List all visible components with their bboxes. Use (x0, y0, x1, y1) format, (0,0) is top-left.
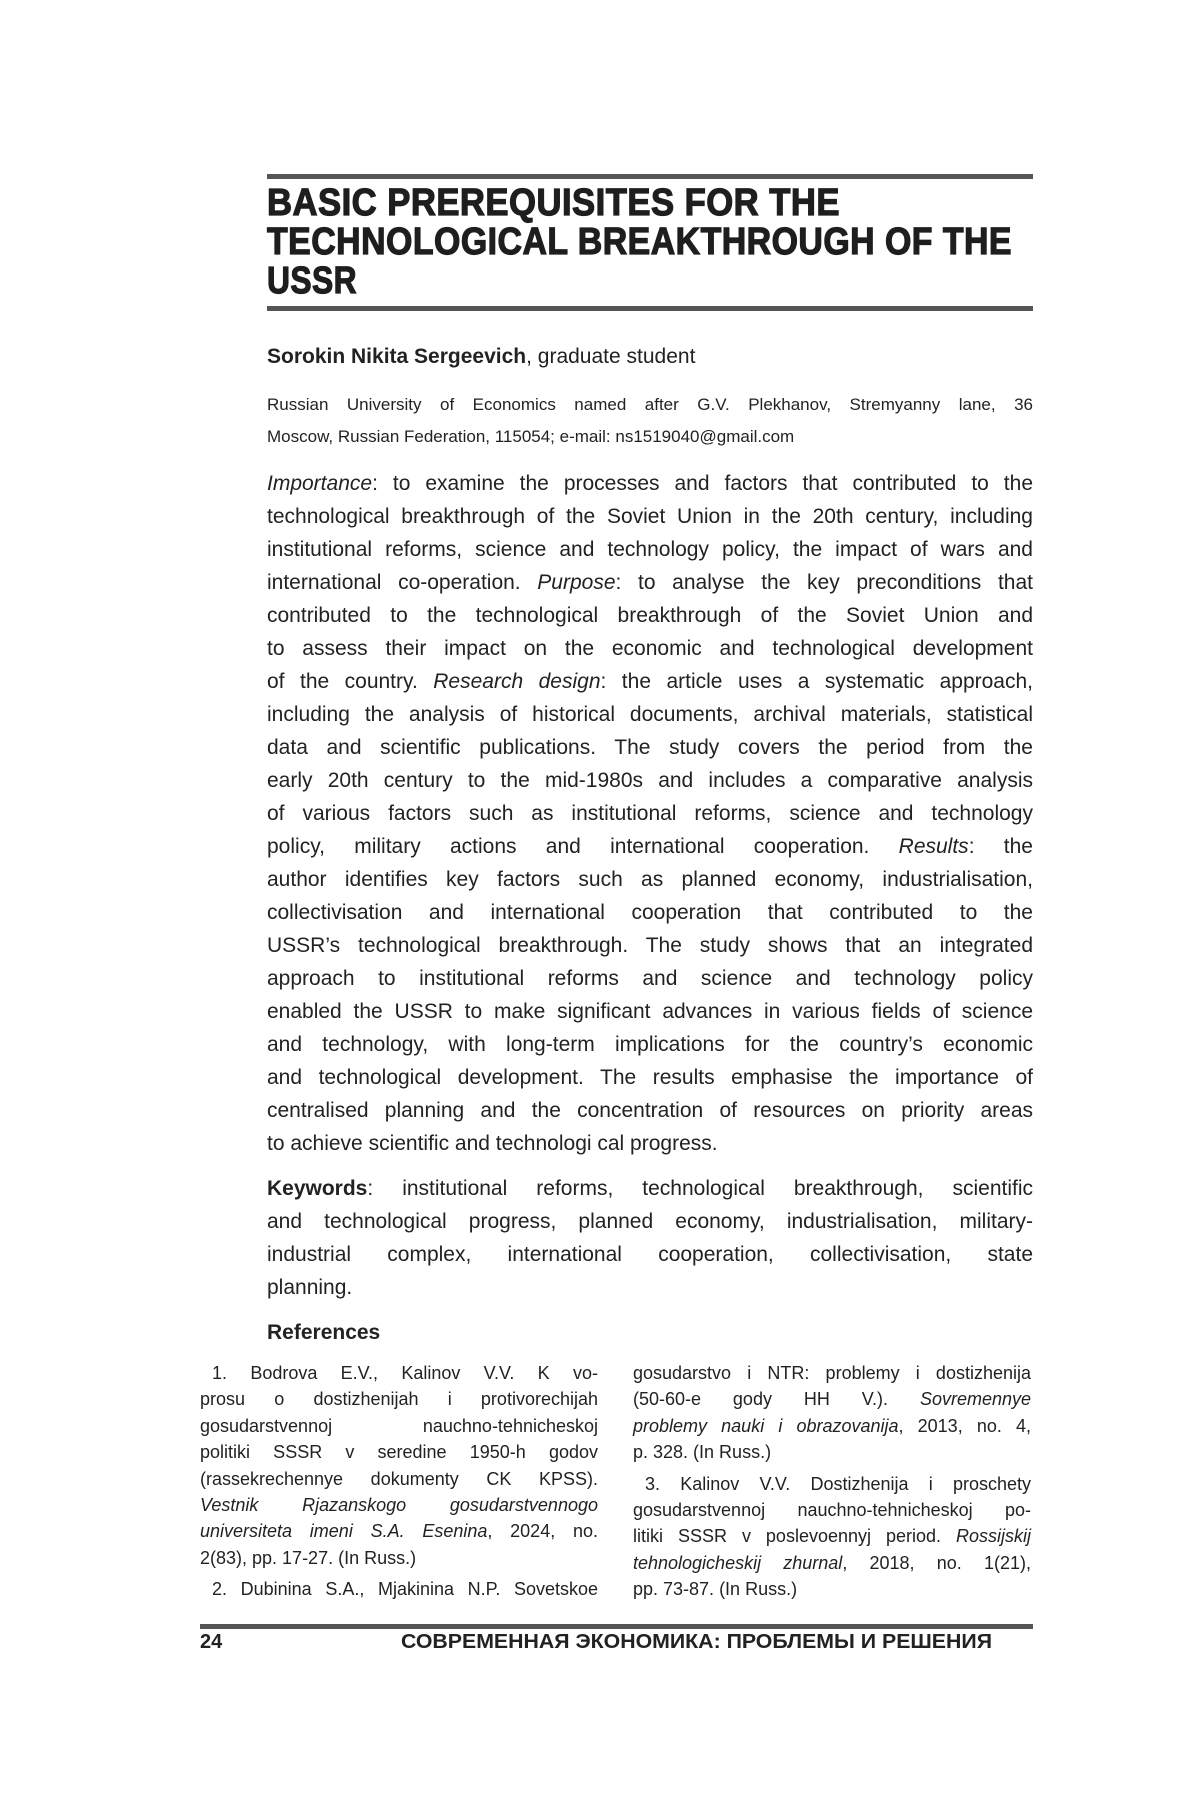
text-segment: gosudarstvo i NTR: problemy i dostizhenija (633, 1363, 1031, 1383)
text-segment: (rassekrechennye dokumenty CK KPSS). (200, 1469, 598, 1489)
article-title-line: USSR (267, 262, 357, 301)
italic-text: problemy nauki i obrazovanija (633, 1416, 899, 1436)
text-segment: : institutional reforms, technological breakthrough, scientific (367, 1177, 1033, 1200)
text-segment: to assess their impact on the economic and technological development (267, 637, 1033, 660)
keywords-line (267, 1172, 1033, 1205)
footer-rule (200, 1624, 1033, 1629)
text-segment: approach to institutional reforms and science and technology policy (267, 967, 1033, 990)
text-segment: of the country. (267, 670, 433, 693)
text-segment: and technological progress, planned economy, industrialisation, military- (267, 1210, 1033, 1233)
text-segment: : to analyse the key preconditions that (616, 571, 1033, 594)
page-number: 24 (200, 1631, 222, 1653)
text-segment: collectivisation and international cooperation that contributed to the (267, 901, 1033, 924)
italic-text: Results (899, 835, 969, 858)
reference-line (633, 1550, 1031, 1576)
italic-text: Purpose (537, 571, 615, 594)
text-segment: contributed to the technological breakthrough of the Soviet Union and (267, 604, 1033, 627)
references-column-right (633, 1360, 1031, 1603)
abstract-line (267, 467, 1033, 500)
reference-line (633, 1386, 1031, 1412)
abstract-line (267, 566, 1033, 599)
abstract-line (267, 1028, 1033, 1061)
text-segment: : the article uses a systematic approach, (601, 670, 1034, 693)
reference-line (200, 1492, 598, 1518)
author-role: , graduate student (526, 345, 695, 368)
text-segment: gosudarstvennoj nauchno-tehnicheskoj (200, 1416, 598, 1436)
article-title-line: BASIC PREREQUISITES FOR THE (267, 184, 840, 223)
abstract-line (267, 698, 1033, 731)
text-segment: gosudarstvennoj nauchno-tehnicheskoj po- (633, 1500, 1031, 1520)
text-segment: 2. Dubinina S.A., Mjakinina N.P. Sovetskoe (212, 1579, 598, 1599)
reference-line (200, 1413, 598, 1439)
affiliation-line: Russian University of Economics named after G.V. Plekhanov, Stremyanny lane, 36 (267, 389, 1033, 421)
italic-text: Importance (267, 472, 372, 495)
abstract-line (267, 1127, 1033, 1160)
text-segment: early 20th century to the mid-1980s and includes a comparative analysis (267, 769, 1033, 792)
text-segment: p. 328. (In Russ.) (633, 1442, 771, 1462)
italic-text: Rossijskij (956, 1526, 1031, 1546)
keywords-line (267, 1238, 1033, 1271)
text-segment: institutional reforms, science and technology policy, the impact of wars and (267, 538, 1033, 561)
text-segment: and technology, with long-term implications for the country’s economic (267, 1033, 1033, 1056)
text-segment: centralised planning and the concentration of resources on priority areas (267, 1099, 1033, 1122)
abstract-line (267, 896, 1033, 929)
reference-line (200, 1518, 598, 1544)
abstract-line (267, 797, 1033, 830)
italic-text: universiteta imeni S.A. Esenina (200, 1521, 487, 1541)
reference-line (633, 1471, 1031, 1497)
reference-line (633, 1439, 1031, 1465)
references-column-left (200, 1360, 598, 1603)
text-segment: 1. Bodrova E.V., Kalinov V.V. K vo- (212, 1363, 598, 1383)
text-segment: politiki SSSR v seredine 1950-h godov (200, 1442, 598, 1462)
text-segment: industrial complex, international cooperation, collectivisation, state (267, 1243, 1033, 1266)
affiliation-line: Moscow, Russian Federation, 115054; e-mail: ns1519040@gmail.com (267, 421, 1033, 453)
references-heading: References (267, 1320, 380, 1346)
abstract-line (267, 500, 1033, 533)
keywords-line (267, 1271, 1033, 1304)
abstract-line (267, 962, 1033, 995)
text-segment: , 2013, no. 4, (899, 1416, 1031, 1436)
abstract-line (267, 665, 1033, 698)
italic-text: tehnologicheskij zhurnal (633, 1553, 842, 1573)
abstract-line (267, 1061, 1033, 1094)
reference-line (633, 1576, 1031, 1602)
abstract-line (267, 995, 1033, 1028)
title-top-rule (267, 174, 1033, 179)
reference-line (200, 1545, 598, 1571)
text-segment: litiki SSSR v poslevoennyj period. (633, 1526, 956, 1546)
abstract-line (267, 863, 1033, 896)
text-segment: pp. 73-87. (In Russ.) (633, 1579, 797, 1599)
reference-line (633, 1497, 1031, 1523)
text-segment: policy, military actions and international cooperation. (267, 835, 899, 858)
abstract-line (267, 632, 1033, 665)
text-segment: 3. Kalinov V.V. Dostizhenija i proschety (645, 1474, 1031, 1494)
abstract-line (267, 764, 1033, 797)
abstract-line (267, 731, 1033, 764)
text-segment: : the (969, 835, 1033, 858)
reference-line (633, 1523, 1031, 1549)
abstract-line (267, 599, 1033, 632)
italic-text: Sovremennye (920, 1389, 1031, 1409)
text-segment: (50-60-e gody HH V.). (633, 1389, 920, 1409)
text-segment: , 2018, no. 1(21), (842, 1553, 1031, 1573)
text-segment: data and scientific publications. The study covers the period from the (267, 736, 1033, 759)
italic-text: Vestnik Rjazanskogo gosudarstvennogo (200, 1495, 598, 1515)
text-segment: to achieve scientific and technologi cal progress. (267, 1132, 718, 1155)
affiliation (267, 389, 1033, 453)
reference-line (200, 1439, 598, 1465)
text-segment: enabled the USSR to make significant advances in various fields of science (267, 1000, 1033, 1023)
reference-line (633, 1413, 1031, 1439)
text-segment: international co-operation. (267, 571, 537, 594)
reference-line (633, 1360, 1031, 1386)
text-segment: technological breakthrough of the Soviet Union in the 20th century, including (267, 505, 1033, 528)
abstract (267, 467, 1033, 1160)
reference-line (200, 1466, 598, 1492)
keywords (267, 1172, 1033, 1304)
text-segment: prosu o dostizhenijah i protivorechijah (200, 1389, 598, 1409)
bold-label: Keywords (267, 1177, 367, 1200)
author-name: Sorokin Nikita Sergeevich (267, 345, 526, 368)
article-title-line: TECHNOLOGICAL BREAKTHROUGH OF THE (267, 223, 1012, 262)
keywords-line (267, 1205, 1033, 1238)
author-line (267, 344, 695, 370)
title-bottom-rule (267, 306, 1033, 311)
text-segment: including the analysis of historical documents, archival materials, statistical (267, 703, 1033, 726)
reference-line (200, 1386, 598, 1412)
text-segment: author identifies key factors such as planned economy, industrialisation, (267, 868, 1033, 891)
text-segment: and technological development. The results emphasise the importance of (267, 1066, 1033, 1089)
text-segment: : to examine the processes and factors that contributed to the (372, 472, 1033, 495)
reference-line (200, 1360, 598, 1386)
abstract-line (267, 533, 1033, 566)
text-segment: of various factors such as institutional reforms, science and technology (267, 802, 1033, 825)
abstract-line (267, 1094, 1033, 1127)
journal-name: СОВРЕМЕННАЯ ЭКОНОМИКА: ПРОБЛЕМЫ И РЕШЕНИЯ (401, 1631, 992, 1653)
reference-line (200, 1576, 598, 1602)
italic-text: Research design (433, 670, 600, 693)
text-segment: USSR’s technological breakthrough. The study shows that an integrated (267, 934, 1033, 957)
text-segment: 2(83), pp. 17-27. (In Russ.) (200, 1548, 416, 1568)
abstract-line (267, 830, 1033, 863)
abstract-line (267, 929, 1033, 962)
text-segment: planning. (267, 1276, 352, 1299)
text-segment: , 2024, no. (487, 1521, 598, 1541)
